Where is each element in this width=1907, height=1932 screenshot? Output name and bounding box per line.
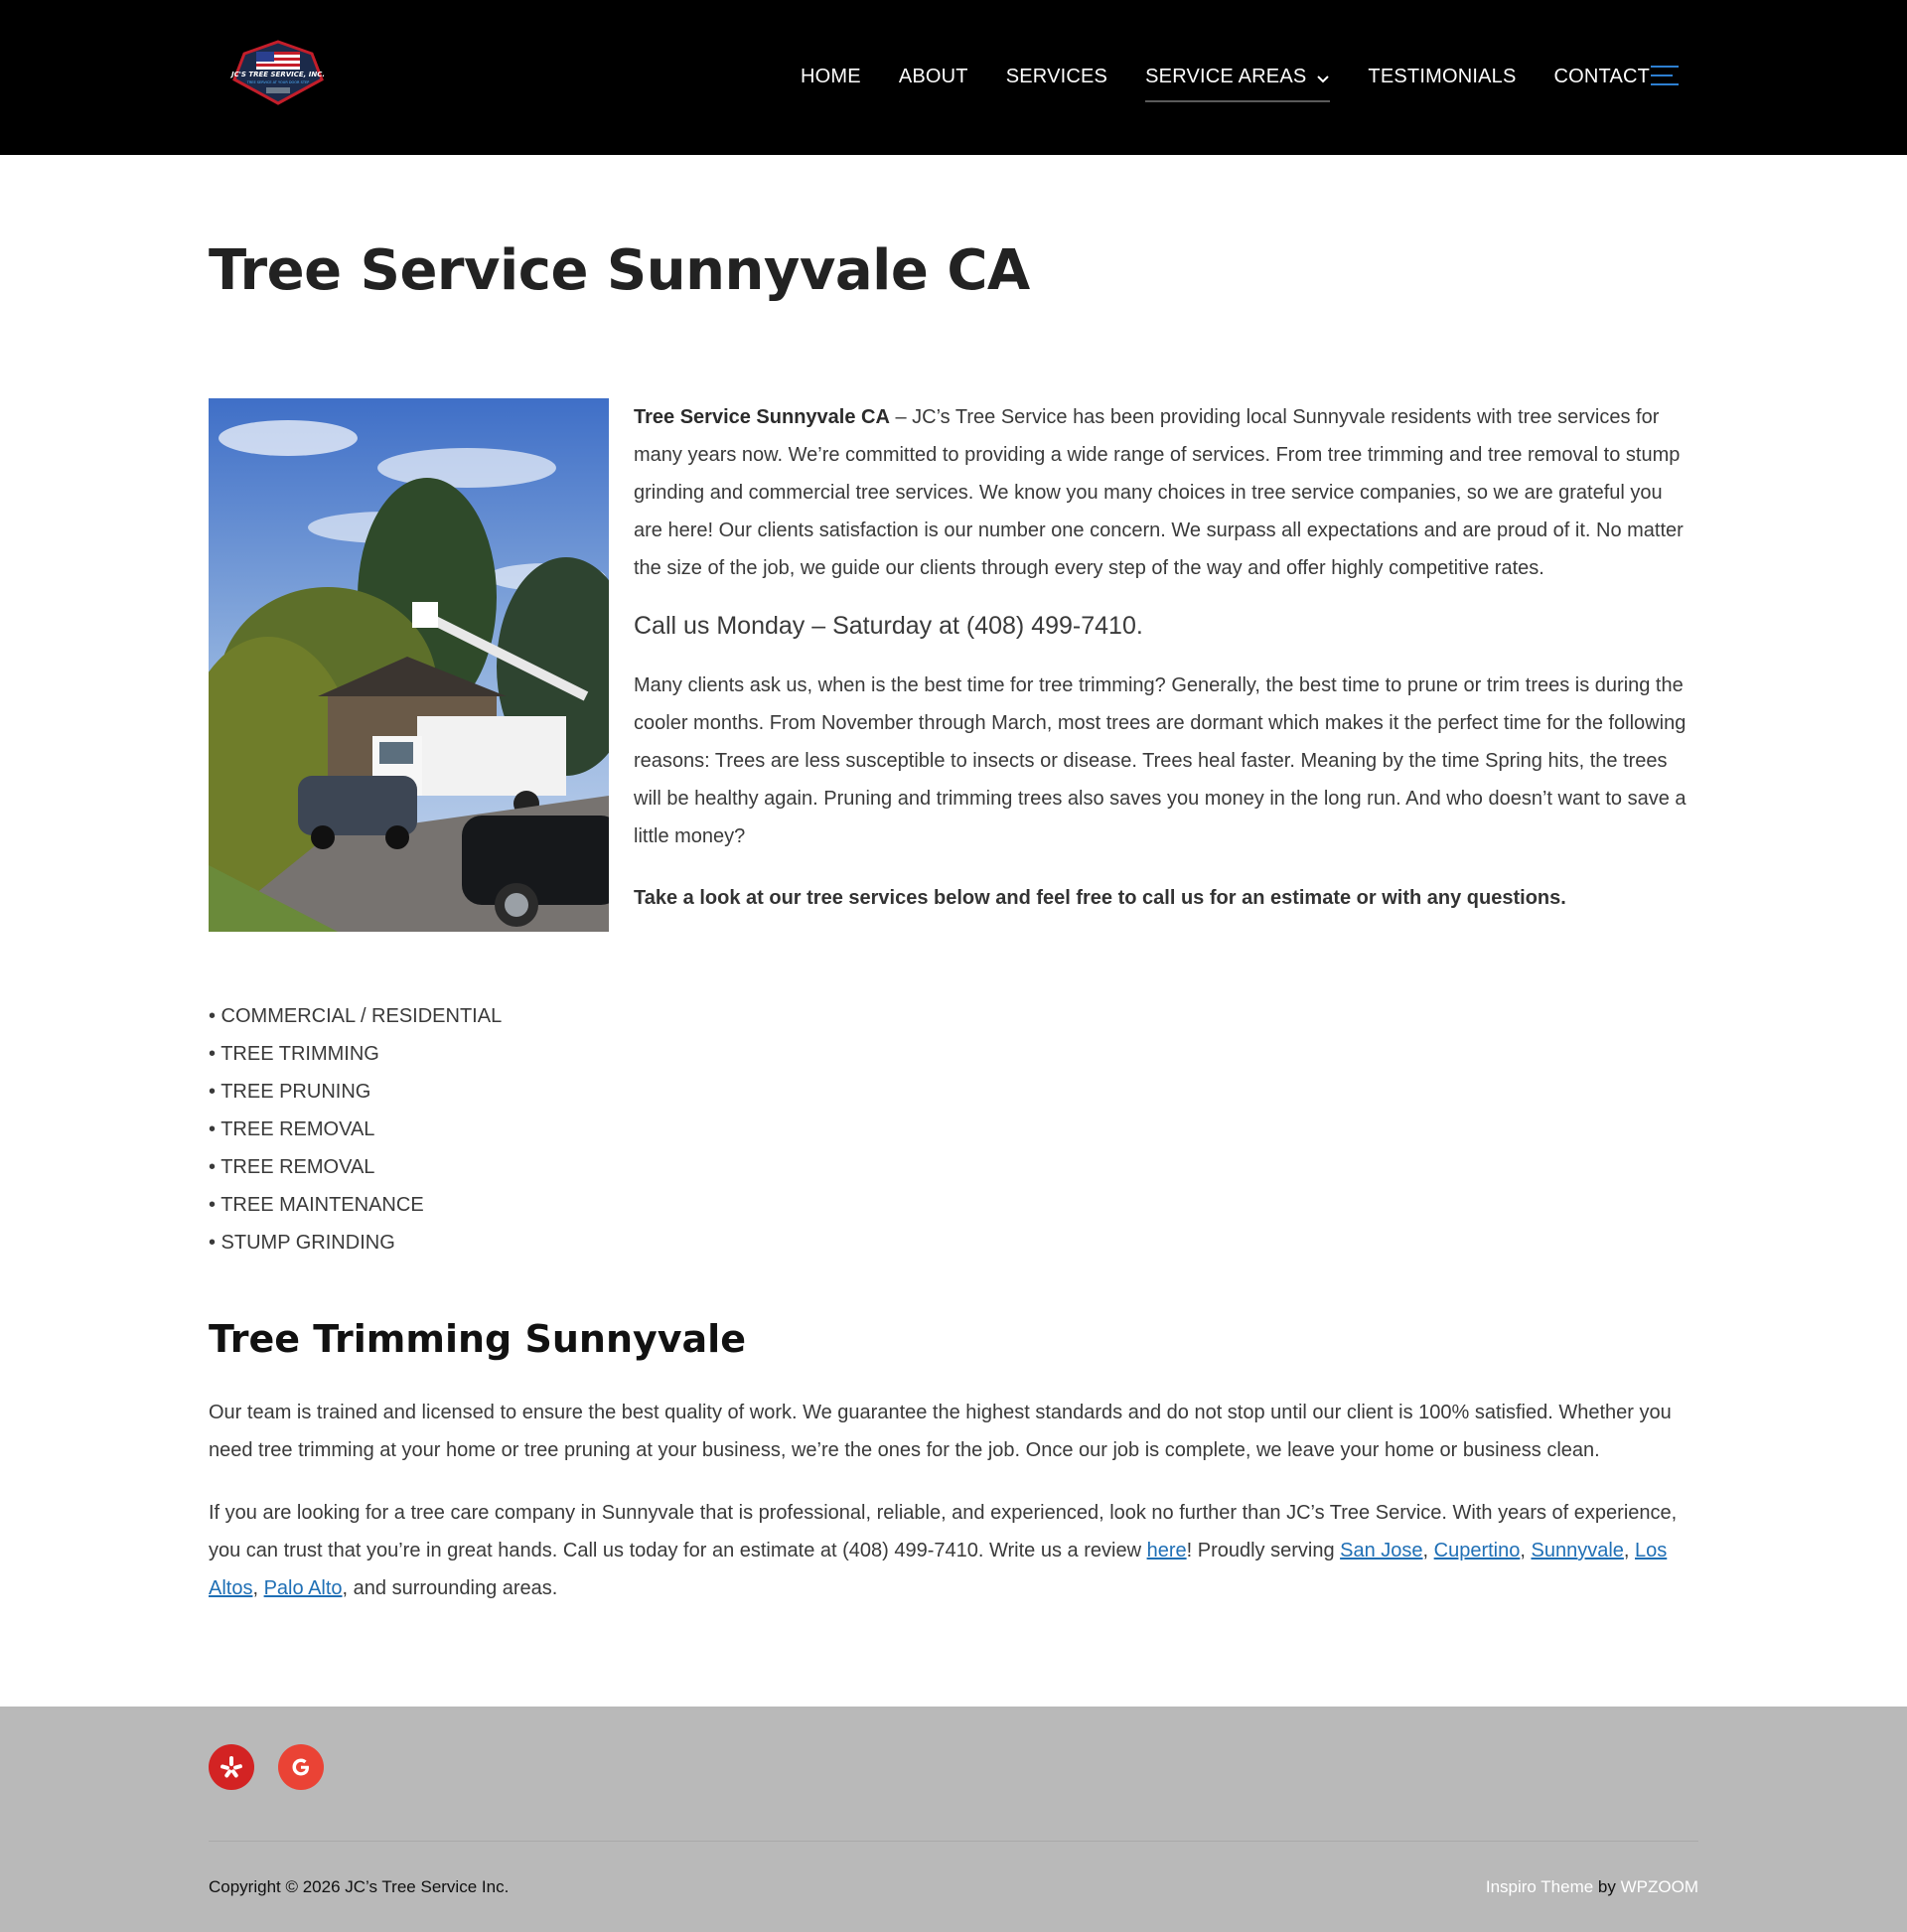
intro-content [634, 398, 1696, 917]
list-item: • STUMP GRINDING [209, 1232, 395, 1254]
chevron-down-icon [1316, 70, 1330, 83]
separator: , [1422, 1540, 1434, 1561]
section-body [209, 1394, 1698, 1632]
contact-text: If you are looking for a tree care company in Sunnyvale that is professional, reliable, and experienced, look no further than JC’s Tree Service. With years of experience, you can trust that you’re in great hands. Call us today for an estimate at (408) 499-7410. Write us a review [209, 1502, 1678, 1561]
nav-service-areas[interactable] [1145, 66, 1330, 88]
closing-text: , and surrounding areas. [342, 1577, 558, 1599]
yelp-icon[interactable] [209, 1744, 254, 1790]
timing-paragraph: Many clients ask us, when is the best time for tree trimming? Generally, the best time to prune or trim trees is during the cooler months. From November through March, most trees are dormant which makes it the perfect time for the following reasons: Trees are less susceptible to insects or disease. Trees heal faster. Meaning by the time Spring hits, the trees will be healthy again. Pruning and trimming trees also saves you money in the long run. And who doesn’t want to save a little money? [634, 674, 1687, 847]
hamburger-menu-icon[interactable] [1651, 66, 1679, 89]
separator: , [252, 1577, 264, 1599]
nav-home[interactable]: HOME [801, 65, 861, 87]
nav-about[interactable]: ABOUT [898, 65, 968, 87]
nav-testimonials[interactable]: TESTIMONIALS [1368, 65, 1517, 87]
serving-text: ! Proudly serving [1186, 1540, 1341, 1561]
cta-text: Take a look at our tree services below and feel free to call us for an estimate or with any questions. [634, 887, 1566, 909]
intro-paragraph [634, 398, 1696, 587]
link-cupertino[interactable]: Cupertino [1433, 1540, 1521, 1561]
link-los-altos[interactable]: Los Altos [209, 1540, 1668, 1599]
intro-bold: Tree Service Sunnyvale CA [634, 406, 890, 428]
main-nav [801, 64, 1687, 89]
list-item: • TREE PRUNING [209, 1081, 371, 1103]
list-item: • TREE MAINTENANCE [209, 1194, 424, 1216]
site-header [0, 0, 1907, 155]
vendor-link[interactable]: WPZOOM [1620, 1877, 1698, 1896]
list-item: • TREE TRIMMING [209, 1043, 379, 1065]
site-footer [0, 1707, 1907, 1932]
logo-text: JC'S TREE SERVICE, INC. [230, 71, 326, 78]
site-logo[interactable] [226, 40, 330, 105]
service-list [209, 997, 502, 1262]
list-item: • TREE REMOVAL [209, 1156, 375, 1178]
call-line: Call us Monday – Saturday at (408) 499-7410. [634, 612, 1143, 640]
theme-link[interactable]: Inspiro Theme [1485, 1877, 1594, 1896]
review-link[interactable]: here [1146, 1540, 1187, 1561]
list-item: • COMMERCIAL / RESIDENTIAL [209, 1005, 503, 1027]
hero-image-bucket-truck [209, 398, 609, 932]
trimming-paragraph: Our team is trained and licensed to ensure the best quality of work. We guarantee the highest standards and do not stop until our client is 100% satisfied. Whether you need tree trimming at your home or tree pruning at your business, we’re the ones for the job. Once our job is complete, we leave your home or business clean. [209, 1402, 1672, 1461]
copyright-text: Copyright © 2026 JC’s Tree Service Inc. [209, 1877, 510, 1896]
nav-services[interactable]: SERVICES [1005, 65, 1108, 87]
nav-contact[interactable]: CONTACT [1553, 65, 1651, 87]
page-title: Tree Service Sunnyvale CA [209, 238, 1030, 303]
logo-subtext: TREE SERVICE AT YOUR DOOR STEP [246, 80, 310, 84]
credit-by: by [1593, 1877, 1621, 1896]
section-title: Tree Trimming Sunnyvale [209, 1317, 746, 1361]
separator: , [1520, 1540, 1532, 1561]
link-palo-alto[interactable]: Palo Alto [263, 1577, 343, 1599]
separator: , [1623, 1540, 1636, 1561]
intro-text: – JC’s Tree Service has been providing local Sunnyvale residents with tree services for many years now. We’re committed to providing a wide range of services. From tree trimming and tree removal to stump grinding and commercial tree services. We know you many choices in tree service companies, so we are grateful you are here! Our clients satisfaction is our number one concern. We surpass all expectations and are proud of it. No matter the size of the job, we guide our clients through every step of the way and offer highly competitive rates. [634, 406, 1684, 579]
list-item: • TREE REMOVAL [209, 1118, 375, 1140]
google-icon[interactable] [278, 1744, 324, 1790]
theme-credit [1486, 1877, 1698, 1897]
nav-service-areas-label: SERVICE AREAS [1145, 65, 1307, 87]
footer-divider [209, 1841, 1698, 1842]
link-sunnyvale[interactable]: Sunnyvale [1531, 1540, 1624, 1561]
contact-paragraph [209, 1494, 1698, 1607]
link-san-jose[interactable]: San Jose [1340, 1540, 1423, 1561]
